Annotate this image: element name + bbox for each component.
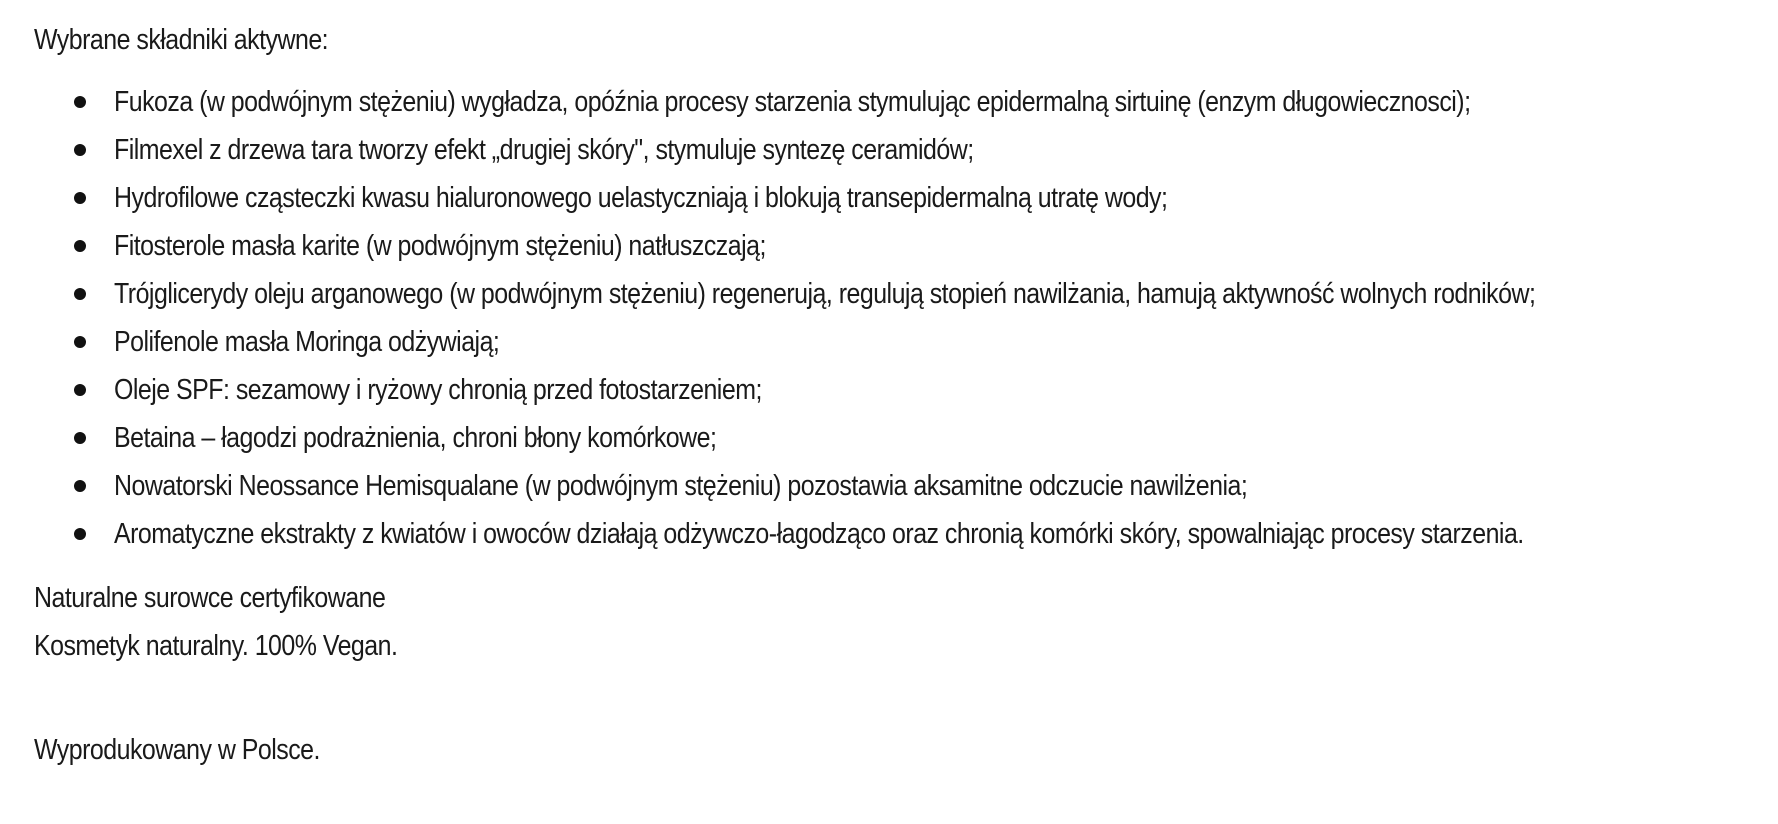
bullet-icon — [74, 96, 86, 108]
list-item — [34, 366, 1754, 414]
list-item — [34, 174, 1754, 222]
origin-text: Wyprodukowany w Polsce. — [34, 734, 320, 766]
ingredient-text: Fukoza (w podwójnym stężeniu) wygładza, opóźnia procesy starzenia stymulując epidermalną sirtuinę (enzym długowiecznosci); — [114, 86, 1471, 118]
bullet-icon — [74, 240, 86, 252]
ingredient-text: Hydrofilowe cząsteczki kwasu hialuronowego uelastyczniają i blokują transepidermalną utratę wody; — [114, 182, 1168, 214]
product-notes — [34, 574, 1754, 774]
ingredient-text: Polifenole masła Moringa odżywiają; — [114, 326, 500, 358]
ingredient-text: Betaina – łagodzi podrażnienia, chroni błony komórkowe; — [114, 422, 717, 454]
ingredient-text: Fitosterole masła karite (w podwójnym stężeniu) natłuszczają; — [114, 230, 766, 262]
ingredient-text: Filmexel z drzewa tara tworzy efekt „drugiej skóry", stymuluje syntezę ceramidów; — [114, 134, 974, 166]
bullet-icon — [74, 480, 86, 492]
ingredient-text: Nowatorski Neossance Hemisqualane (w podwójnym stężeniu) pozostawia aksamitne odczucie nawilżenia; — [114, 470, 1248, 502]
list-item — [34, 318, 1754, 366]
product-description — [34, 16, 1754, 774]
bullet-icon — [74, 144, 86, 156]
ingredients-heading: Wybrane składniki aktywne: — [34, 24, 329, 56]
bullet-icon — [74, 192, 86, 204]
bullet-icon — [74, 288, 86, 300]
bullet-icon — [74, 528, 86, 540]
list-item — [34, 414, 1754, 462]
bullet-icon — [74, 336, 86, 348]
list-item — [34, 462, 1754, 510]
bullet-icon — [74, 384, 86, 396]
vegan-note: Kosmetyk naturalny. 100% Vegan. — [34, 630, 398, 662]
certification-text: Naturalne surowce certyfikowane — [34, 582, 386, 614]
ingredient-text: Trójglicerydy oleju arganowego (w podwójnym stężeniu) regenerują, regulują stopień nawilżania, hamują aktywność wolnych rodników; — [114, 278, 1536, 310]
bullet-icon — [74, 432, 86, 444]
list-item — [34, 270, 1754, 318]
ingredient-text: Oleje SPF: sezamowy i ryżowy chronią przed fotostarzeniem; — [114, 374, 762, 406]
ingredient-list — [34, 78, 1754, 558]
list-item — [34, 222, 1754, 270]
list-item — [34, 126, 1754, 174]
list-item — [34, 78, 1754, 126]
spacer — [34, 670, 1754, 726]
ingredient-text: Aromatyczne ekstrakty z kwiatów i owoców działają odżywczo-łagodząco oraz chronią komórki skóry, spowalniając procesy starzenia. — [114, 518, 1524, 550]
list-item — [34, 510, 1754, 558]
